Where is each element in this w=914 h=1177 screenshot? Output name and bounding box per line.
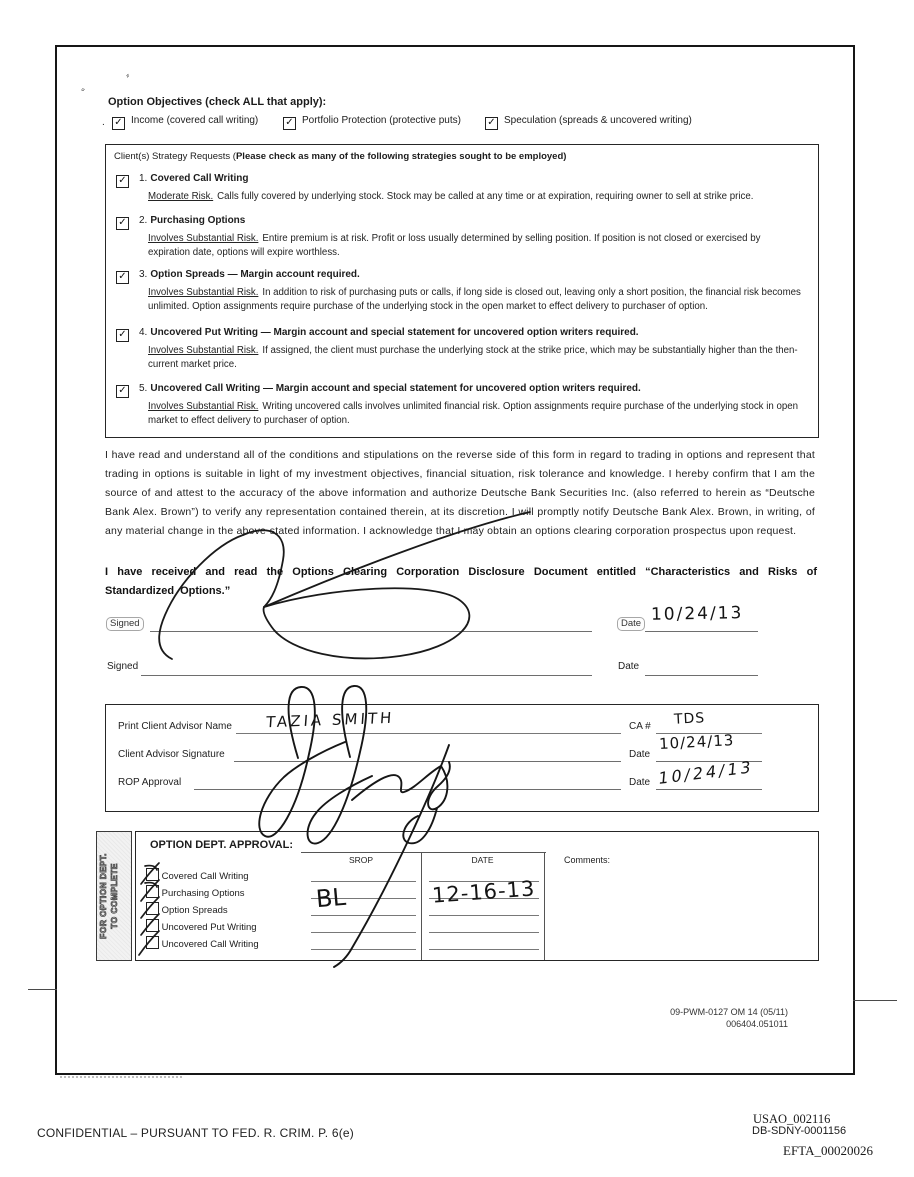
date-column-header: DATE — [471, 855, 494, 865]
checkbox — [116, 217, 129, 230]
strategy-item-4 — [106, 327, 806, 371]
date-label: Date — [618, 661, 640, 672]
check-icon: ✓ — [118, 329, 127, 340]
srop-row-line — [311, 918, 416, 933]
bates-number-usao: USAO_002116 — [753, 1112, 831, 1126]
signature-line — [141, 661, 592, 676]
checkbox — [146, 936, 159, 949]
dept-item-uncovered-call — [146, 936, 259, 950]
objectives-title: Option Objectives (check ALL that apply): — [108, 96, 327, 108]
signed-label: Signed — [106, 617, 144, 631]
date-label: Date — [629, 749, 651, 760]
dept-item-label: Covered Call Writing — [161, 871, 249, 882]
strategy-title: Purchasing Options — [150, 215, 246, 226]
strategy-title: Covered Call Writing — [150, 173, 249, 184]
scan-speckle: ⸗ — [124, 69, 131, 81]
strategy-number: 3. — [139, 269, 148, 280]
handwritten-date: 10/24/13 — [658, 731, 735, 753]
handwritten-date: 10/24/13 — [657, 756, 755, 789]
side-strip-line2: TO COMPLETE — [108, 863, 119, 929]
strategy-item-5 — [106, 383, 806, 427]
strategy-item-2 — [106, 215, 806, 259]
strategy-desc: Calls fully covered by underlying stock. Stock may be called at any time or at expiration, requiring owner to sell at strike price. — [217, 191, 754, 202]
scan-speckle: ⸗ — [79, 84, 88, 94]
srop-row-line — [311, 867, 416, 882]
strategy-number: 2. — [139, 215, 148, 226]
dept-item-purchasing — [146, 885, 245, 899]
handwritten-advisor-name: TAZIA SMITH — [265, 708, 395, 732]
bates-number-db-sdny: DB-SDNY-0001156 — [752, 1125, 847, 1137]
date-row-line — [429, 918, 539, 933]
strategy-title: Uncovered Put Writing — Margin account and special statement for uncovered option writers required. — [150, 327, 639, 338]
handwritten-ca-number: TDS — [673, 710, 706, 728]
dept-item-covered-call — [146, 868, 249, 882]
checkbox — [146, 919, 159, 932]
dept-item-label: Option Spreads — [161, 905, 228, 916]
strategy-item-1 — [106, 173, 806, 204]
strategy-title: Option Spreads — Margin account required. — [150, 269, 360, 280]
left-edge-tick — [28, 989, 57, 990]
checkbox — [116, 329, 129, 342]
handwritten-date: 10/24/13 — [650, 603, 744, 625]
srop-row-line — [311, 935, 416, 950]
checkbox — [283, 117, 296, 130]
dept-item-label: Uncovered Call Writing — [161, 939, 259, 950]
strategy-number: 1. — [139, 173, 148, 184]
strategy-desc: Entire premium is at risk. Profit or loss usually determined by selling position. If position is not closed or exercised by expiration date, options will expire worthless. — [148, 233, 761, 258]
checkbox — [116, 271, 129, 284]
column-divider — [544, 852, 545, 960]
strategy-requests-box — [105, 144, 819, 438]
option-dept-side-strip — [96, 831, 132, 961]
scan-dotted-artifact — [60, 1076, 182, 1078]
column-top-line — [301, 852, 546, 853]
risk-level: Moderate Risk. — [148, 191, 214, 202]
date-label: Date — [629, 777, 651, 788]
side-strip-label — [98, 834, 130, 958]
strategy-number: 4. — [139, 327, 148, 338]
receipt-paragraph: I have received and read the Options Clearing Corporation Disclosure Document entitled “Characteristics and Risks of Standardized Options.” — [105, 566, 817, 597]
acknowledgment-paragraph: I have read and understand all of the conditions and stipulations on the reverse side of this form in regard to trading in options and represent that trading in options is suitable in light of my investment objectives, financial situation, risk tolerance and knowledge. I hereby confirm that I am the source of and attest to the accuracy of the above information and authorize Deutsche Bank Securities Inc. (also referred to herein as “Deutsche Bank Alex. Brown”) to verify any representation contained therein, at its discretion. I will promptly notify Deutsche Bank Alex. Brown, in writing, of any material change in the above-stated information. I acknowledge that I may obtain an options clearing corporation prospectus upon request. — [105, 449, 815, 537]
check-icon: ✓ — [487, 117, 496, 128]
signature-line — [150, 617, 592, 632]
check-icon: ✓ — [118, 385, 127, 396]
strategy-box-header — [114, 151, 804, 162]
checkbox — [146, 902, 159, 915]
objective-income — [112, 115, 258, 130]
strategy-header-bold: Please check as many of the following strategies sought to be employed) — [235, 151, 567, 162]
client-advisor-box — [105, 704, 819, 812]
objective-portfolio-protection — [283, 115, 461, 130]
strategy-title: Uncovered Call Writing — Margin account and special statement for uncovered option writers required. — [150, 383, 641, 394]
strategy-item-3 — [106, 269, 806, 313]
check-icon: ✓ — [114, 117, 123, 128]
form-number-line2: 006404.051011 — [726, 1019, 788, 1029]
objective-label: Income (covered call writing) — [131, 115, 259, 126]
risk-level: Involves Substantial Risk. — [148, 233, 259, 244]
dept-item-label: Purchasing Options — [161, 888, 245, 899]
date-row-line — [429, 935, 539, 950]
form-number — [558, 1006, 788, 1030]
handwritten-srop-initials: BL — [314, 882, 348, 914]
rop-approval-line — [194, 775, 621, 790]
objective-speculation — [485, 115, 692, 130]
srop-column-header: SROP — [348, 855, 374, 865]
checkbox — [116, 175, 129, 188]
checkbox — [112, 117, 125, 130]
date-line — [645, 661, 758, 676]
rop-approval-label: ROP Approval — [118, 777, 182, 788]
check-icon: ✓ — [118, 175, 127, 186]
date-label: Date — [617, 617, 645, 631]
risk-level: Involves Substantial Risk. — [148, 401, 259, 412]
column-divider — [421, 852, 422, 960]
option-dept-approval-box — [135, 831, 819, 961]
advisor-signature-label: Client Advisor Signature — [118, 749, 225, 760]
form-number-line1: 09-PWM-0127 OM 14 (05/11) — [670, 1007, 788, 1017]
checkbox — [146, 868, 159, 881]
advisor-signature-line — [234, 747, 621, 762]
handwritten-approval-date: 12-16-13 — [431, 876, 537, 908]
option-dept-title: OPTION DEPT. APPROVAL: — [150, 839, 294, 851]
ca-number-label: CA # — [629, 721, 651, 732]
comments-label: Comments: — [564, 855, 611, 865]
strategy-desc: In addition to risk of purchasing puts or calls, if long side is closed out, leaving only a short position, the financial risk becomes unlimited. Option assignments require purchase of the underlying stock in the open market to effect delivery to purchaser of option. — [148, 287, 801, 312]
check-icon: ✓ — [118, 217, 127, 228]
risk-level: Involves Substantial Risk. — [148, 345, 259, 356]
confidential-stamp: CONFIDENTIAL – PURSUANT TO FED. R. CRIM. P. 6(e) — [37, 1126, 354, 1140]
strategy-number: 5. — [139, 383, 148, 394]
checkbox — [146, 885, 159, 898]
dept-item-spreads — [146, 902, 228, 916]
strategy-desc: Writing uncovered calls involves unlimited financial risk. Option assignments require purchase of the underlying stock in open market to effect delivery to purchaser of option. — [148, 401, 798, 426]
strategy-desc: If assigned, the client must purchase the underlying stock at the strike price, which may be substantially higher than the then-current market price. — [148, 345, 798, 370]
dept-item-label: Uncovered Put Writing — [161, 922, 257, 933]
dept-item-uncovered-put — [146, 919, 257, 933]
check-icon: ✓ — [118, 271, 127, 282]
side-strip-line1: FOR OPTION DEPT. — [98, 853, 108, 939]
strategy-header-plain: Client(s) Strategy Requests ( — [114, 151, 236, 162]
objective-label: Speculation (spreads & uncovered writing) — [504, 115, 692, 126]
checkbox — [116, 385, 129, 398]
check-icon: ✓ — [285, 117, 294, 128]
risk-level: Involves Substantial Risk. — [148, 287, 259, 298]
date-line — [645, 617, 758, 632]
objective-label: Portfolio Protection (protective puts) — [302, 115, 461, 126]
objectives-leading-dot: . — [102, 117, 105, 128]
checkbox — [485, 117, 498, 130]
signed-label: Signed — [107, 661, 139, 672]
print-advisor-name-label: Print Client Advisor Name — [118, 721, 232, 732]
bates-number-efta: EFTA_00020026 — [783, 1143, 873, 1158]
right-edge-tick — [853, 1000, 897, 1001]
